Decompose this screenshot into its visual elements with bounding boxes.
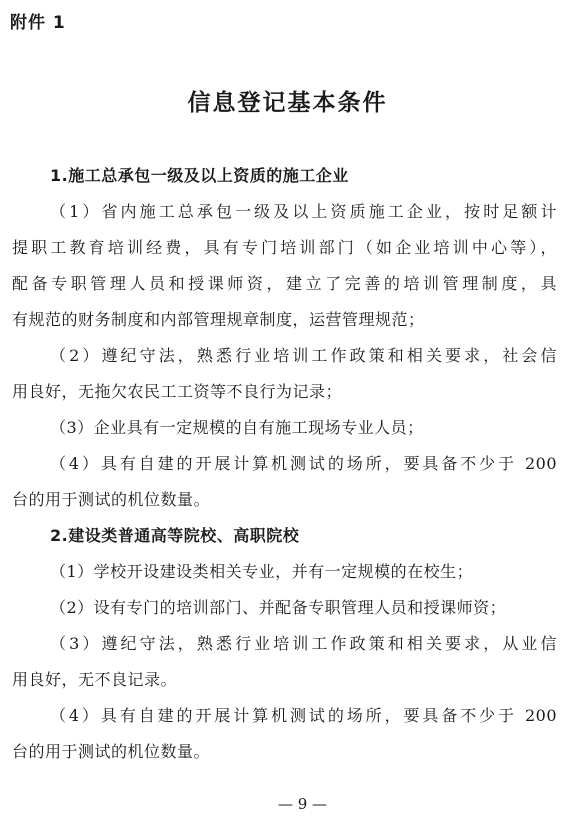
section-2-item-3-line-2: 用良好，无不良记录。 xyxy=(12,670,178,689)
section-1-item-1-line-1: （1）省内施工总承包一级及以上资质施工企业，按时足额计 xyxy=(50,202,557,221)
page-number: — 9 — xyxy=(277,795,328,813)
section-1-item-1-line-4: 有规范的财务制度和内部管理规章制度，运营管理规范； xyxy=(12,310,425,329)
section-1-item-4-line-2: 台的用于测试的机位数量。 xyxy=(12,490,211,509)
section-1-item-1-line-2: 提职工教育培训经费，具有专门培训部门（如企业培训中心等）， xyxy=(12,238,557,257)
attachment-label: 附件 1 xyxy=(10,13,66,33)
section-2-item-4-line-2: 台的用于测试的机位数量。 xyxy=(12,742,211,761)
section-2-item-2-line-1: （2）设有专门的培训部门、并配备专职管理人员和授课师资； xyxy=(50,598,507,617)
section-2-item-3-line-1: （3）遵纪守法，熟悉行业培训工作政策和相关要求，从业信 xyxy=(50,634,557,653)
section-2-item-1-line-1: （1）学校开设建设类相关专业，并有一定规模的在校生； xyxy=(50,562,474,581)
section-2-heading: 2.建设类普通高等院校、高职院校 xyxy=(50,526,300,545)
section-1-heading: 1.施工总承包一级及以上资质的施工企业 xyxy=(50,166,349,185)
document-title: 信息登记基本条件 xyxy=(187,90,388,116)
section-1-item-3-line-1: （3）企业具有一定规模的自有施工现场专业人员； xyxy=(50,418,424,437)
section-1-item-2-line-2: 用良好，无拖欠农民工工资等不良行为记录； xyxy=(12,382,343,401)
section-1-item-2-line-1: （2）遵纪守法，熟悉行业培训工作政策和相关要求，社会信 xyxy=(50,346,557,365)
section-1-item-4-line-1: （4）具有自建的开展计算机测试的场所，要具备不少于 200 xyxy=(50,454,557,473)
section-1-item-1-line-3: 配备专职管理人员和授课师资，建立了完善的培训管理制度，具 xyxy=(12,274,557,293)
section-2-item-4-line-1: （4）具有自建的开展计算机测试的场所，要具备不少于 200 xyxy=(50,706,557,725)
